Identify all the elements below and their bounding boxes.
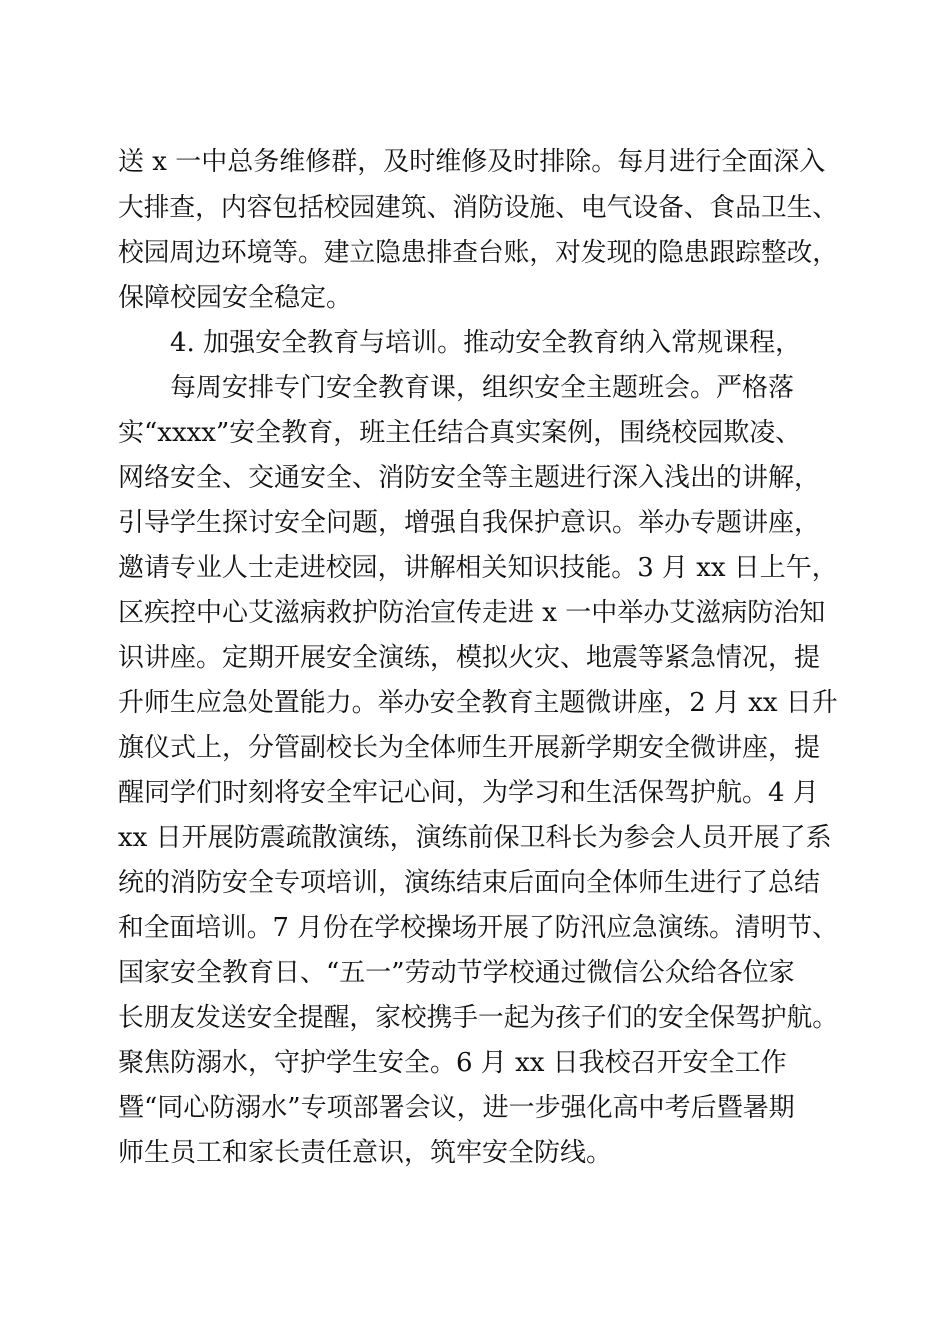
text-line: 校园周边环境等。建立隐患排查台账，对发现的隐患跟踪整改， <box>118 238 839 268</box>
text-line: 每周安排专门安全教育课，组织安全主题班会。严格落 <box>170 373 795 403</box>
text-line: 师生员工和家长责任意识，筑牢安全防线。 <box>118 1138 613 1168</box>
text-line: xx 日开展防震疏散演练，演练前保卫科长为参会人员开展了系 <box>118 823 832 853</box>
text-line: 和全面培训。7 月份在学校操场开展了防汛应急演练。清明节、 <box>118 913 838 943</box>
text-line: 聚焦防溺水，守护学生安全。6 月 xx 日我校召开安全工作 <box>118 1048 787 1078</box>
text-line: 旗仪式上，分管副校长为全体师生开展新学期安全微讲座，提 <box>118 733 821 763</box>
text-line: 国家安全教育日、“五一”劳动节学校通过微信公众给各位家 <box>118 958 795 988</box>
text-line: 保障校园安全稳定。 <box>118 283 353 313</box>
text-line: 升师生应急处置能力。举办安全教育主题微讲座，2 月 xx 日升 <box>118 688 838 718</box>
text-line: 暨“同心防溺水”专项部署会议，进一步强化高中考后暨暑期 <box>118 1093 795 1123</box>
text-line: 统的消防安全专项培训，演练结束后面向全体师生进行了总结 <box>118 868 821 898</box>
text-line: 引导学生探讨安全问题，增强自我保护意识。举办专题讲座， <box>118 508 821 538</box>
text-line: 醒同学们时刻将安全牢记心间，为学习和生活保驾护航。4 月 <box>118 778 819 808</box>
section-heading: 4. 加强安全教育与培训。推动安全教育纳入常规课程， <box>170 328 802 358</box>
text-line: 识讲座。定期开展安全演练，模拟火灾、地震等紧急情况，提 <box>118 643 821 673</box>
text-line: 送 x 一中总务维修群，及时维修及时排除。每月进行全面深入 <box>118 147 826 177</box>
text-line: 区疾控中心艾滋病救护防治宣传走进 x 一中举办艾滋病防治知 <box>118 598 826 628</box>
text-line: 网络安全、交通安全、消防安全等主题进行深入浅出的讲解， <box>118 463 821 493</box>
text-line: 大排查，内容包括校园建筑、消防设施、电气设备、食品卫生、 <box>118 193 839 223</box>
text-line: 邀请专业人士走进校园，讲解相关知识技能。3 月 xx 日上午， <box>118 553 838 583</box>
text-line: 实“xxxx”安全教育，班主任结合真实案例，围绕校园欺凌、 <box>118 418 802 448</box>
text-line: 长朋友发送安全提醒，家校携手一起为孩子们的安全保驾护航。 <box>118 1003 839 1033</box>
